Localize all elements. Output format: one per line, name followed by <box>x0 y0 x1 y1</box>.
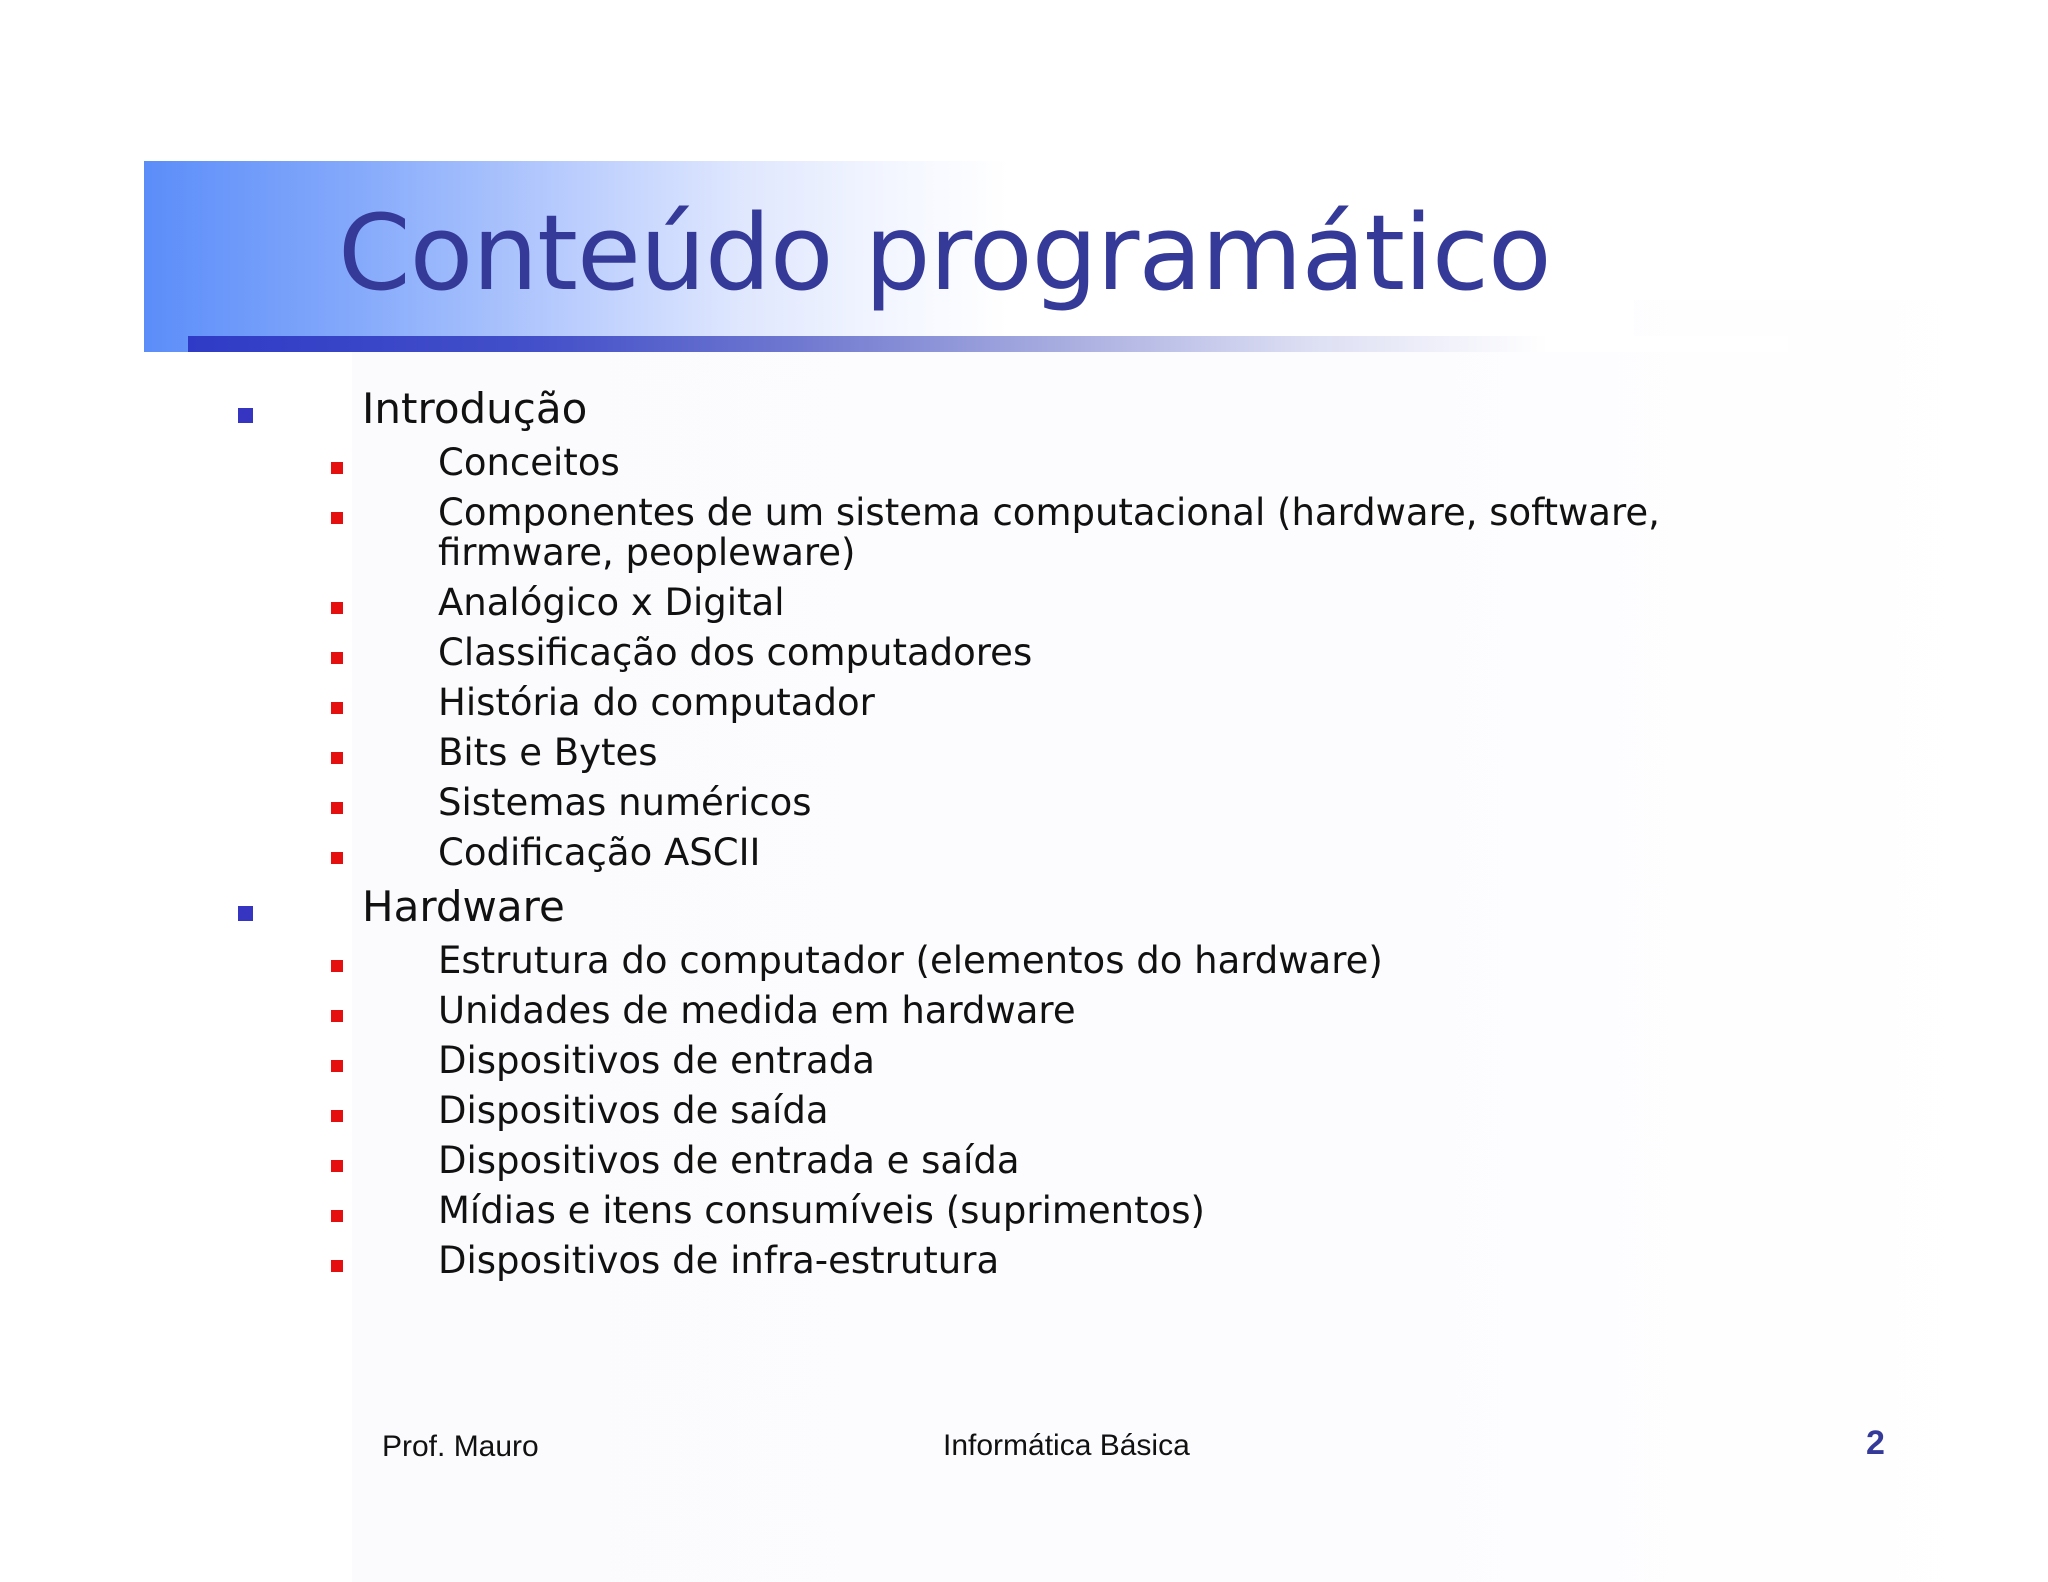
square-bullet-icon <box>331 1260 343 1272</box>
list-item-label: Dispositivos de entrada <box>438 1039 875 1082</box>
list-item-label: Classificação dos computadores <box>438 631 1033 674</box>
list-item-label: Dispositivos de infra-estrutura <box>438 1239 1000 1282</box>
square-bullet-icon <box>331 1210 343 1222</box>
list-item <box>0 1186 1838 1236</box>
square-bullet-icon <box>331 652 343 664</box>
list-item-label: Bits e Bytes <box>438 731 658 774</box>
square-bullet-icon <box>331 752 343 764</box>
list-item <box>0 778 1838 828</box>
list-item <box>0 828 1838 878</box>
section-heading <box>0 878 2048 936</box>
square-bullet-icon <box>331 1160 343 1172</box>
list-item <box>0 1136 1838 1186</box>
slide-title: Conteúdo programático <box>338 192 1551 314</box>
topic-list <box>0 438 2048 878</box>
list-item-label: Estrutura do computador (elementos do hardware) <box>438 939 1383 982</box>
square-bullet-icon <box>331 702 343 714</box>
list-item <box>0 936 1838 986</box>
section-heading-label: Introdução <box>362 384 588 433</box>
list-item <box>0 1086 1838 1136</box>
list-item-label: Codificação ASCII <box>438 831 761 874</box>
list-item-label: Componentes de um sistema computacional (hardware, software, firmware, peopleware) <box>438 491 1660 574</box>
square-bullet-icon <box>238 906 253 921</box>
footer-course-title: Informática Básica <box>943 1429 1190 1462</box>
square-bullet-icon <box>331 512 343 524</box>
list-item <box>0 628 1838 678</box>
page-number: 2 <box>1866 1424 1885 1462</box>
list-item <box>0 1236 1838 1286</box>
square-bullet-icon <box>331 1110 343 1122</box>
list-item <box>0 1036 1838 1086</box>
list-item-label: Mídias e itens consumíveis (suprimentos) <box>438 1189 1205 1232</box>
list-item-label: Dispositivos de entrada e saída <box>438 1139 1020 1182</box>
section-heading <box>0 380 2048 438</box>
list-item <box>0 728 1838 778</box>
section-hardware <box>0 878 2048 1286</box>
list-item-label: Unidades de medida em hardware <box>438 989 1076 1032</box>
list-item <box>0 986 1838 1036</box>
section-heading-label: Hardware <box>362 882 565 931</box>
list-item-label: Conceitos <box>438 441 620 484</box>
list-item <box>0 678 1838 728</box>
square-bullet-icon <box>331 1060 343 1072</box>
slide-content <box>0 380 2048 1286</box>
list-item-label: História do computador <box>438 681 875 724</box>
list-item <box>0 438 1838 488</box>
list-item <box>0 488 1838 578</box>
square-bullet-icon <box>331 602 343 614</box>
square-bullet-icon <box>331 852 343 864</box>
square-bullet-icon <box>331 960 343 972</box>
square-bullet-icon <box>331 802 343 814</box>
list-item <box>0 578 1838 628</box>
list-item-label: Dispositivos de saída <box>438 1089 829 1132</box>
title-underline-bar <box>188 336 1788 352</box>
footer-author: Prof. Mauro <box>382 1430 539 1463</box>
square-bullet-icon <box>331 1010 343 1022</box>
topic-list <box>0 936 2048 1286</box>
list-item-label: Sistemas numéricos <box>438 781 812 824</box>
square-bullet-icon <box>331 462 343 474</box>
list-item-label: Analógico x Digital <box>438 581 785 624</box>
square-bullet-icon <box>238 408 253 423</box>
section-introducao <box>0 380 2048 878</box>
